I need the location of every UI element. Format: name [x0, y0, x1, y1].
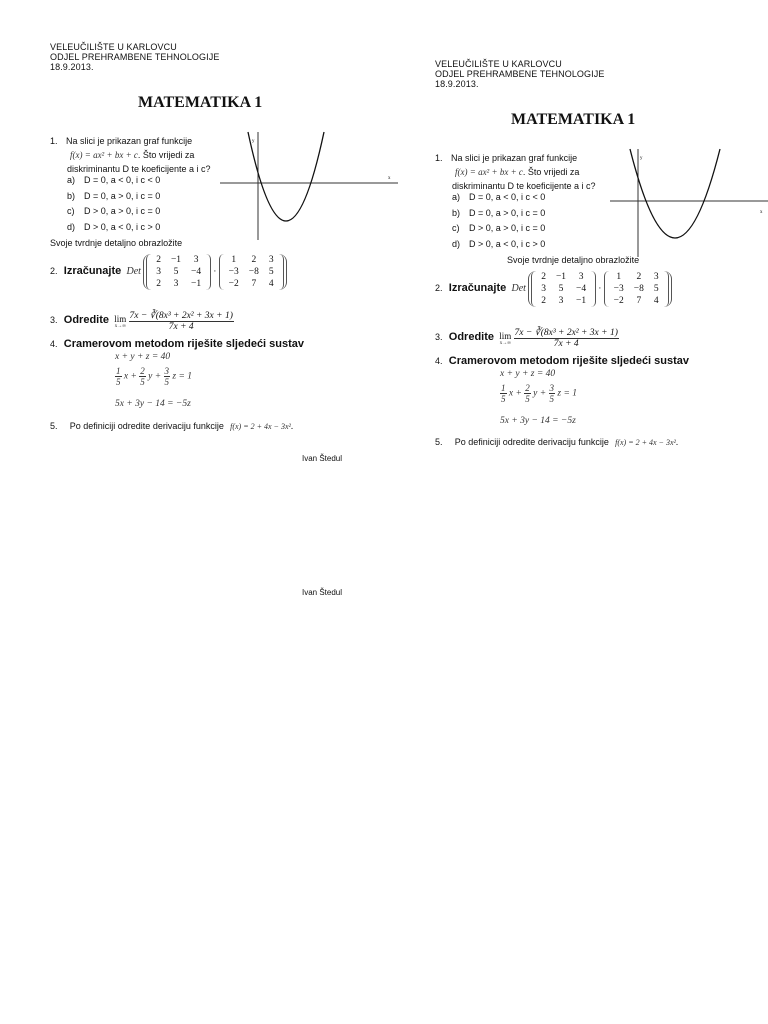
- q2-number: 2.: [50, 266, 58, 277]
- q4-label: Cramerovom metodom riješite sljedeći sustav: [448, 355, 690, 367]
- matrix-a: 2 −1 3 3 5 −4 2 3 −1: [531, 271, 596, 307]
- limit-denominator: 7x + 4: [168, 322, 194, 332]
- q3-number: 3.: [50, 315, 58, 326]
- eq-3: 5x + 3y − 14 = −5z: [500, 416, 576, 426]
- limit-numerator: 7x − ∛(8x³ + 2x² + 3x + 1): [514, 328, 618, 338]
- limit-operator: lim x→∞: [114, 313, 127, 329]
- q1-option-d: d) D > 0, a < 0, i c > 0: [452, 238, 546, 249]
- signature-1: Ivan Štedul: [302, 454, 343, 463]
- q1-options: [452, 190, 545, 252]
- exam-title: MATEMATIKA 1: [511, 111, 636, 128]
- matrix-b: 1 2 3 −3 −8 5 −2 7 4: [604, 271, 669, 307]
- q1-option-d: d) D > 0, a < 0, i c > 0: [67, 221, 161, 232]
- q3-number: 3.: [435, 332, 443, 343]
- question-4: [50, 338, 304, 350]
- q1-note: Svoje tvrdnje detaljno obrazložite: [507, 255, 640, 265]
- q2-label: Izračunajte: [63, 265, 122, 278]
- q1-option-a: a) D = 0, a < 0, i c < 0: [67, 175, 161, 185]
- q3-label: Odredite: [63, 314, 109, 327]
- q5-number: 5.: [435, 437, 443, 447]
- q1-question-a: . Što vrijedi za: [522, 167, 580, 177]
- dot-operator: ·: [598, 283, 602, 294]
- parabola-curve: [630, 149, 720, 238]
- department: ODJEL PREHRAMBENE TEHNOLOGIJE: [435, 69, 605, 79]
- signature-2: Ivan Štedul: [302, 588, 343, 597]
- graph-y-label: y: [252, 139, 255, 144]
- q1-option-b: b) D = 0, a > 0, i c = 0: [452, 207, 546, 218]
- limit-fraction: [129, 310, 234, 332]
- q4-number: 4.: [435, 356, 443, 366]
- q1-formula: f(x) = ax² + bx + c: [70, 150, 138, 160]
- q2-number: 2.: [435, 283, 443, 294]
- matrix-b: 1 2 3 −3 −8 5 −2 7 4: [219, 254, 284, 290]
- exam-title: MATEMATIKA 1: [138, 94, 263, 111]
- q2-outer-paren: [528, 271, 671, 307]
- question-3: [50, 310, 234, 332]
- eq-1: x + y + z = 40: [500, 369, 556, 379]
- q4-number: 4.: [50, 339, 58, 349]
- exam-date: 18.9.2013.: [435, 79, 479, 89]
- parabola-curve: [248, 132, 324, 221]
- question-1: [50, 136, 192, 146]
- q2-det-label: Det: [126, 266, 141, 278]
- question-5: 5. Po definiciji odredite derivaciju funkcije f(x) = 2 + 4x − 3x².: [50, 421, 294, 431]
- exam-date: 18.9.2013.: [50, 62, 94, 72]
- parabola-graph: [220, 130, 400, 240]
- q1-number: 1.: [50, 136, 58, 146]
- q1-option-c: c) D > 0, a > 0, i c = 0: [67, 206, 161, 216]
- institution: VELEUČILIŠTE U KARLOVCU: [50, 42, 177, 52]
- q1-intro: Na slici je prikazan graf funkcije: [66, 136, 193, 146]
- q1-option-a: a) D = 0, a < 0, i c < 0: [452, 192, 546, 202]
- graph-x-label: x: [388, 176, 391, 181]
- q1-options: [67, 173, 160, 235]
- q1-formula: f(x) = ax² + bx + c: [455, 167, 523, 177]
- q1-question-b: diskriminantu D te koeficijente a i c?: [67, 164, 211, 174]
- question-3: [435, 327, 619, 349]
- question-1: [435, 153, 577, 163]
- question-5: 5. Po definiciji odredite derivaciju funkcije f(x) = 2 + 4x − 3x².: [435, 437, 679, 447]
- q5-number: 5.: [50, 421, 58, 431]
- q3-label: Odredite: [448, 331, 494, 344]
- parabola-graph: [610, 147, 768, 257]
- exam-copy-left: [50, 42, 420, 597]
- exam-copy-right: [435, 59, 768, 447]
- q1-formula-line: [455, 167, 579, 177]
- q5-formula: f(x) = 2 + 4x − 3x²: [615, 438, 676, 447]
- eq-2: $\frac{1}{5}$ x + $\frac{2}{5}$ y + $\frac{3}{5}$ z = 1: [501, 383, 578, 404]
- graph-x-label: x: [760, 210, 763, 215]
- limit-fraction: [514, 327, 619, 349]
- graph-y-label: y: [640, 156, 643, 161]
- department: ODJEL PREHRAMBENE TEHNOLOGIJE: [50, 52, 220, 62]
- limit-numerator: 7x − ∛(8x³ + 2x² + 3x + 1): [129, 311, 233, 321]
- q1-intro: Na slici je prikazan graf funkcije: [451, 153, 578, 163]
- q1-note: Svoje tvrdnje detaljno obrazložite: [50, 238, 183, 248]
- q5-formula: f(x) = 2 + 4x − 3x²: [230, 422, 291, 431]
- q5-label: Po definiciji odredite derivaciju funkcije: [69, 421, 224, 431]
- q2-outer-paren: [143, 254, 286, 290]
- question-2: [435, 271, 672, 307]
- q1-option-c: c) D > 0, a > 0, i c = 0: [452, 223, 546, 233]
- eq-3: 5x + 3y − 14 = −5z: [115, 399, 191, 409]
- q2-label: Izračunajte: [448, 282, 507, 295]
- q4-label: Cramerovom metodom riješite sljedeći sustav: [63, 338, 305, 350]
- question-2: [50, 254, 287, 290]
- eq-1: x + y + z = 40: [115, 352, 171, 362]
- question-4: [435, 355, 689, 367]
- q1-option-b: b) D = 0, a > 0, i c = 0: [67, 190, 161, 201]
- matrix-a: 2 −1 3 3 5 −4 2 3 −1: [146, 254, 211, 290]
- q1-question-a: . Što vrijedi za: [137, 150, 195, 160]
- q5-label: Po definiciji odredite derivaciju funkcije: [454, 437, 609, 447]
- q1-question-b: diskriminantu D te koeficijente a i c?: [452, 181, 596, 191]
- dot-operator: ·: [213, 266, 217, 277]
- institution: VELEUČILIŠTE U KARLOVCU: [435, 59, 562, 69]
- q2-det-label: Det: [511, 283, 526, 295]
- limit-denominator: 7x + 4: [553, 339, 579, 349]
- q1-number: 1.: [435, 153, 443, 163]
- q1-formula-line: [70, 150, 194, 160]
- limit-operator: lim x→∞: [499, 330, 512, 346]
- eq-2: $\frac{1}{5}$ x + $\frac{2}{5}$ y + $\frac{3}{5}$ z = 1: [116, 366, 193, 387]
